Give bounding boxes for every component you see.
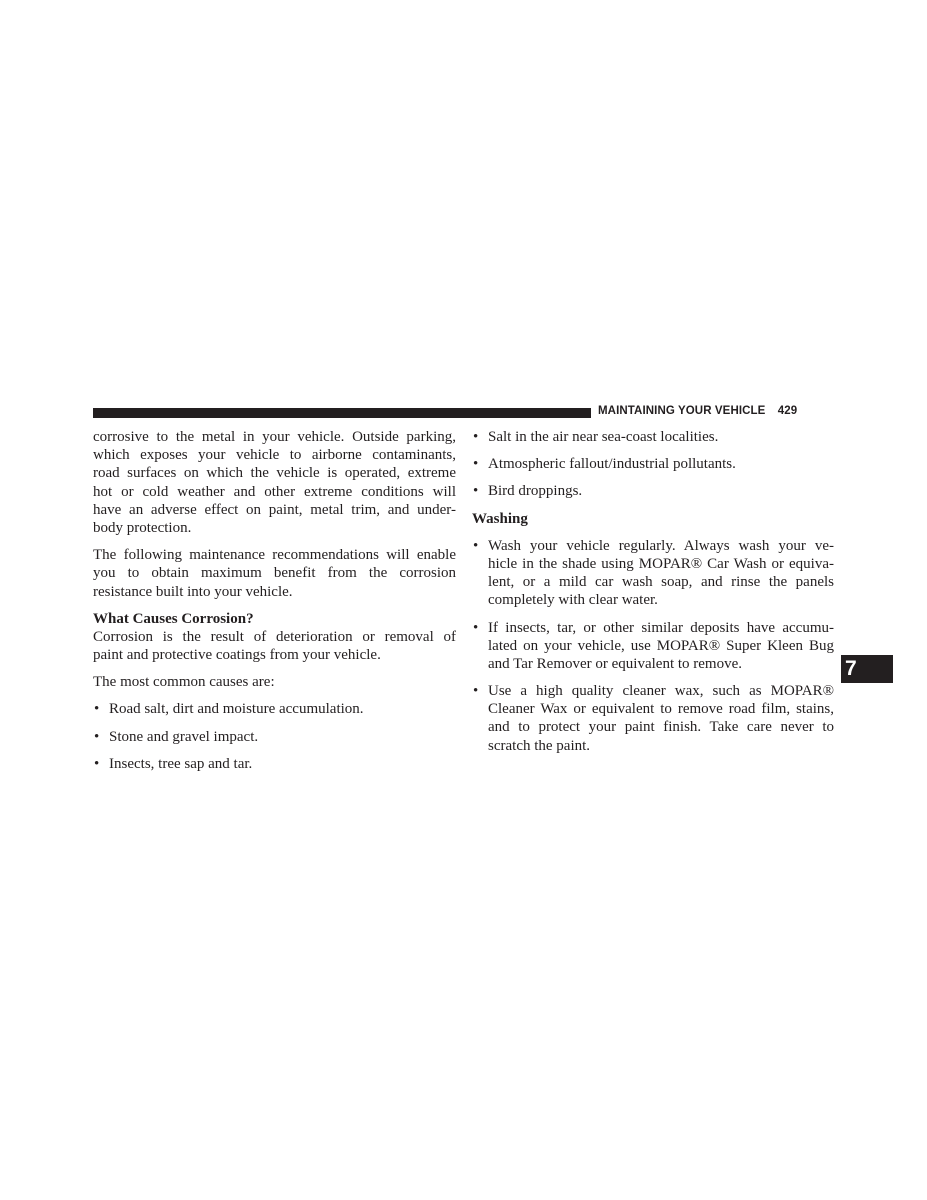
list-item-text: Stone and gravel impact.: [109, 728, 259, 745]
text-line: Corrosion is the result of deterioration or removal of: [93, 628, 456, 645]
right-column: [472, 428, 834, 764]
text-line: resistance built into your vehicle.: [93, 583, 293, 600]
bullet-icon: •: [94, 701, 100, 718]
text-line: scratch the paint.: [488, 737, 591, 754]
text-line: The following maintenance recommendations will enable: [93, 547, 456, 564]
left-column: [93, 428, 456, 782]
text-line: and to protect your paint finish. Take care never to: [488, 719, 834, 736]
list-item: [93, 700, 456, 718]
text-line: completely with clear water.: [488, 592, 658, 609]
list-item-text: Bird droppings.: [488, 483, 583, 500]
text-line: hot or cold weather and other extreme conditions will: [93, 483, 456, 500]
text-line: Use a high quality cleaner wax, such as MOPAR®: [488, 683, 834, 700]
list-item-text: Salt in the air near sea-coast localities.: [488, 429, 719, 445]
text-line: corrosive to the metal in your vehicle. Outside parking,: [93, 429, 456, 445]
bullet-icon: •: [94, 728, 100, 745]
list-item-text: Insects, tree sap and tar.: [109, 755, 253, 772]
list-item: [472, 482, 834, 500]
bullet-icon: •: [473, 619, 479, 636]
bullet-icon: •: [473, 483, 479, 500]
text-line: paint and protective coatings from your vehicle.: [93, 647, 381, 664]
header-rule: [93, 408, 591, 418]
list-item: [472, 682, 834, 755]
text-line: body protection.: [93, 519, 192, 536]
text-line: and Tar Remover or equivalent to remove.: [488, 655, 743, 672]
text-line: you to obtain maximum benefit from the corrosion: [93, 565, 456, 582]
text-line: lated on your vehicle, use MOPAR® Super Kleen Bug: [488, 637, 834, 654]
bullet-icon: •: [473, 456, 479, 473]
text-line: road surfaces on which the vehicle is operated, extreme: [93, 465, 456, 482]
bullet-icon: •: [473, 683, 479, 700]
chapter-tab: 7: [841, 655, 893, 683]
bullet-icon: •: [473, 429, 479, 445]
corrosion-section: [93, 610, 456, 665]
text-line: lent, or a mild car wash soap, and rinse the panels: [488, 574, 834, 591]
text-line: Wash your vehicle regularly. Always wash your ve-: [488, 537, 834, 554]
intro-paragraph: [93, 428, 456, 537]
list-item: [472, 455, 834, 473]
text-line: which exposes your vehicle to airborne contaminants,: [93, 447, 456, 464]
section-title: MAINTAINING YOUR VEHICLE: [598, 405, 766, 417]
text-line: have an adverse effect on paint, metal trim, and under-: [93, 501, 456, 518]
bullet-icon: •: [94, 755, 100, 772]
text-line: If insects, tar, or other similar deposits have accumu-: [488, 619, 834, 636]
text-line: The most common causes are:: [93, 674, 275, 691]
bullet-icon: •: [473, 537, 479, 554]
section-heading: Washing: [472, 510, 528, 527]
list-item: [93, 755, 456, 773]
section-heading: What Causes Corrosion?: [93, 610, 254, 627]
list-item: [93, 728, 456, 746]
recommendation-paragraph: [93, 546, 456, 601]
list-item: [472, 537, 834, 610]
list-item-text: Atmospheric fallout/industrial pollutants.: [488, 456, 736, 473]
common-causes-paragraph: [93, 673, 456, 691]
list-item-text: Road salt, dirt and moisture accumulation.: [109, 701, 364, 718]
text-line: Cleaner Wax or equivalent to remove road film, stains,: [488, 701, 834, 718]
list-item: [472, 619, 834, 674]
page-number: 429: [777, 405, 798, 417]
running-header: [598, 405, 797, 417]
text-line: hicle in the shade using MOPAR® Car Wash or equiva-: [488, 555, 834, 572]
list-item: [472, 428, 834, 446]
